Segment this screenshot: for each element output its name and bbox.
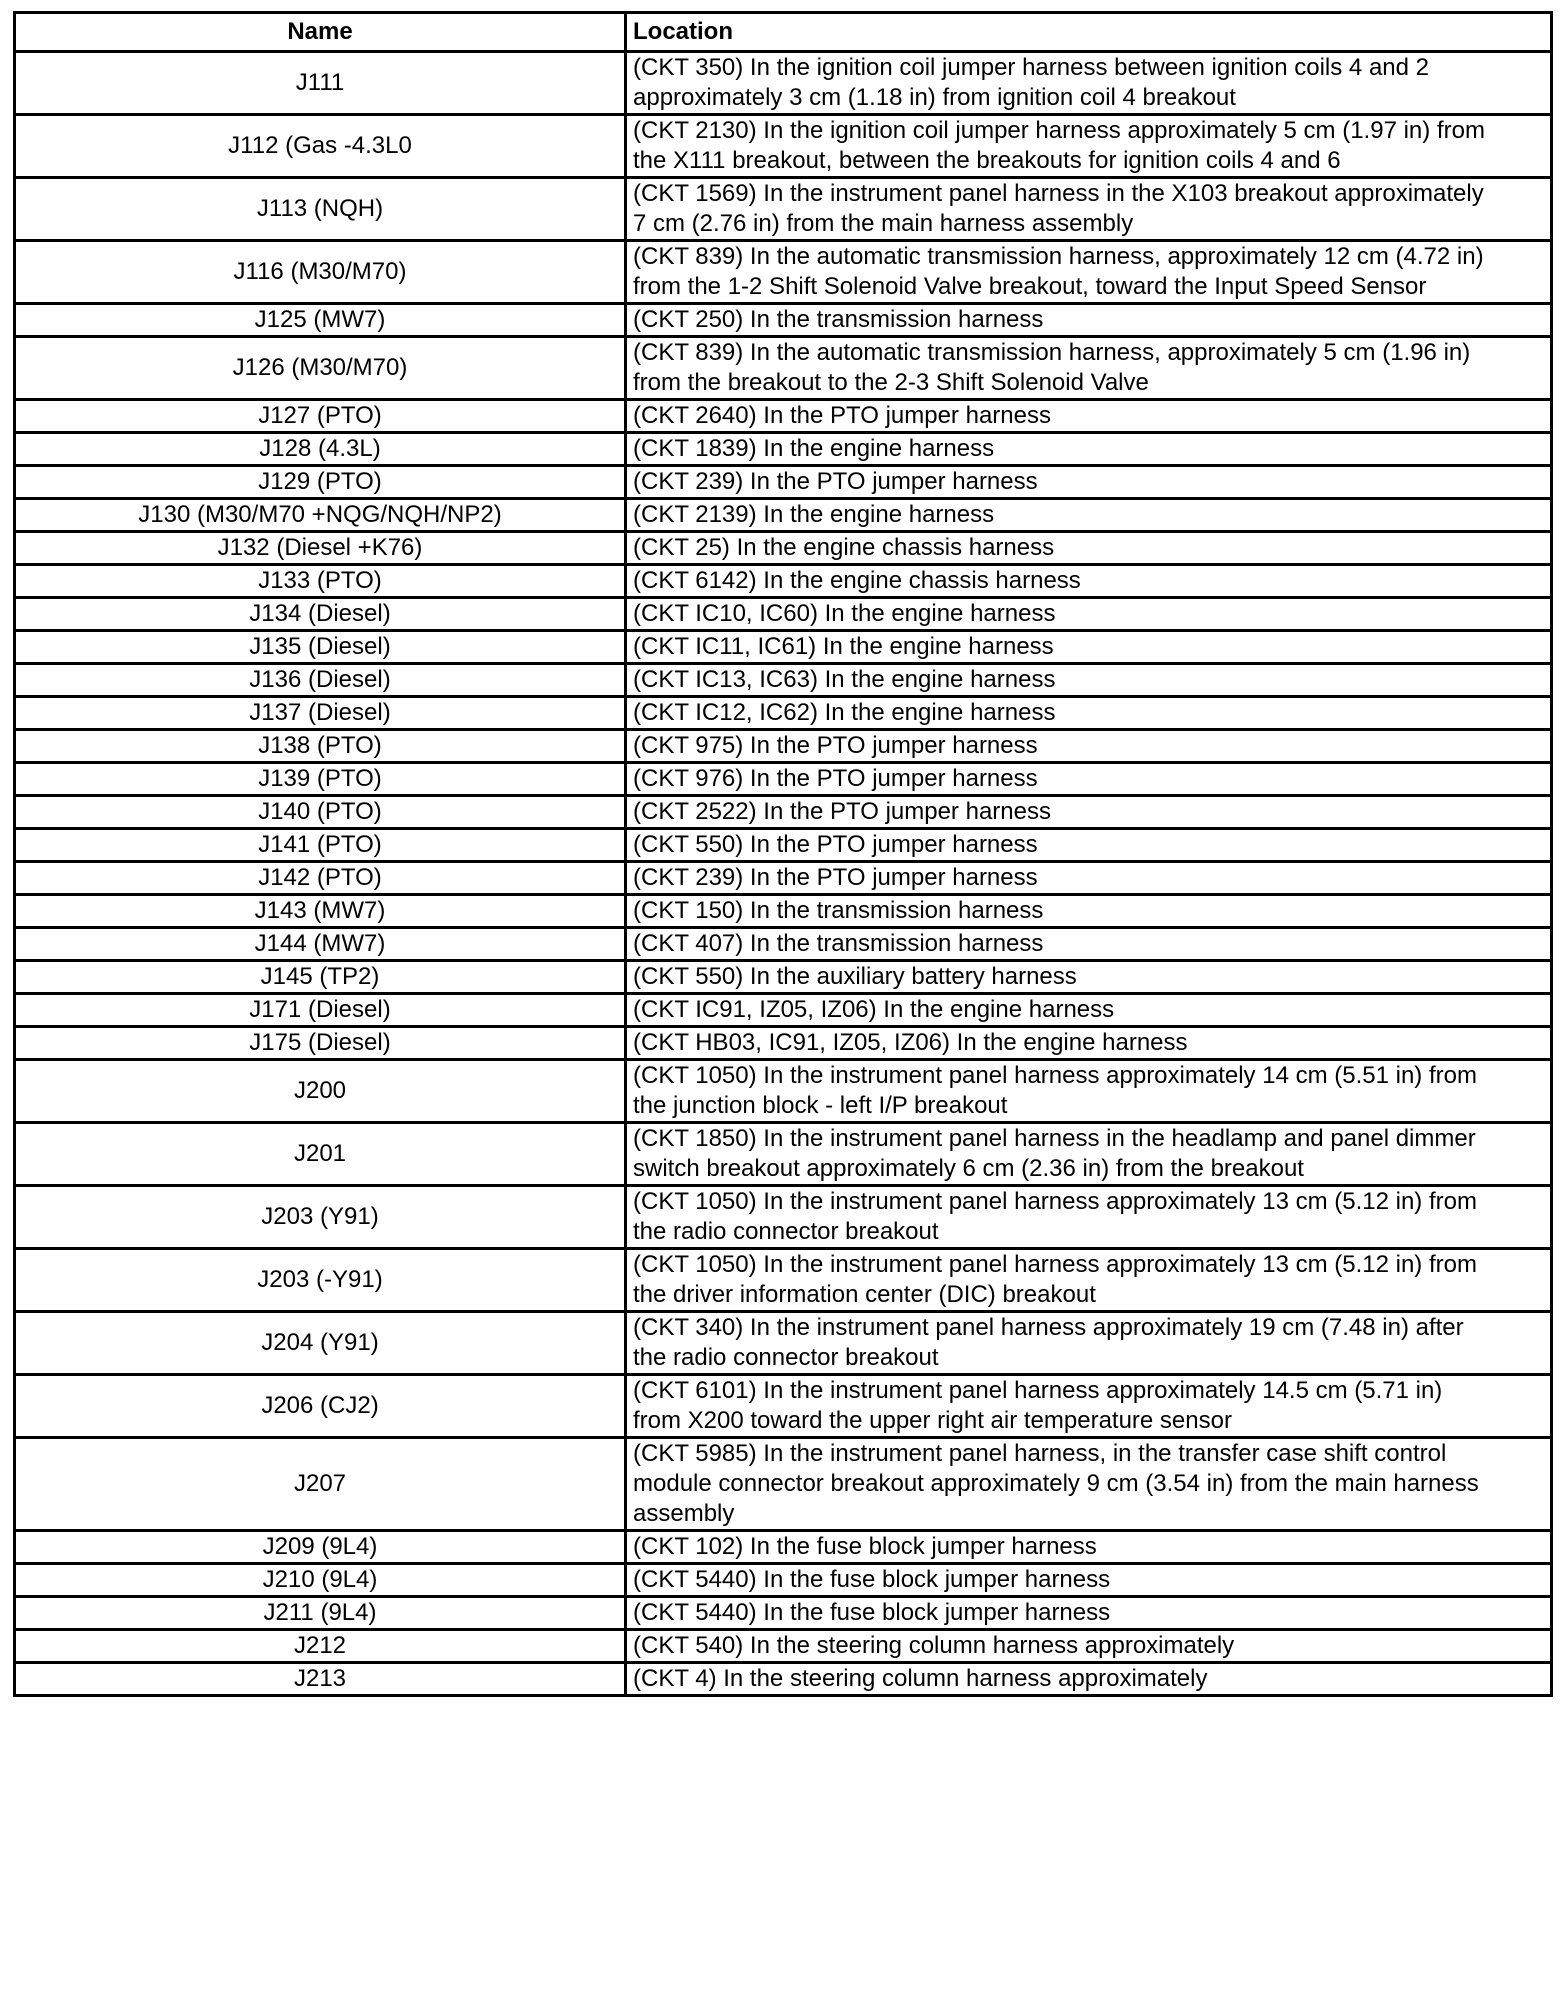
splice-location-cell: (CKT 5440) In the fuse block jumper harness	[626, 1564, 1552, 1597]
table-row	[15, 961, 1552, 994]
splice-location-cell: (CKT 25) In the engine chassis harness	[626, 532, 1552, 565]
column-header-location: Location	[626, 13, 1552, 52]
splice-name-cell: J144 (MW7)	[15, 928, 626, 961]
splice-location-cell: (CKT IC91, IZ05, IZ06) In the engine harness	[626, 994, 1552, 1027]
splice-location-cell: (CKT IC13, IC63) In the engine harness	[626, 664, 1552, 697]
splice-location-cell: (CKT HB03, IC91, IZ05, IZ06) In the engine harness	[626, 1027, 1552, 1060]
splice-location-cell: (CKT 975) In the PTO jumper harness	[626, 730, 1552, 763]
table-row	[15, 1060, 1552, 1123]
splice-location-cell: (CKT 2640) In the PTO jumper harness	[626, 400, 1552, 433]
splice-location-cell: (CKT 1050) In the instrument panel harness approximately 14 cm (5.51 in) from the junction block - left I/P breakout	[626, 1060, 1552, 1123]
table-row	[15, 241, 1552, 304]
splice-name-cell: J213	[15, 1663, 626, 1696]
splice-location-cell: (CKT IC11, IC61) In the engine harness	[626, 631, 1552, 664]
splice-location-cell: (CKT IC12, IC62) In the engine harness	[626, 697, 1552, 730]
splice-location-cell: (CKT 5440) In the fuse block jumper harness	[626, 1597, 1552, 1630]
splice-name-cell: J143 (MW7)	[15, 895, 626, 928]
splice-location-cell: (CKT 2522) In the PTO jumper harness	[626, 796, 1552, 829]
splice-name-cell: J139 (PTO)	[15, 763, 626, 796]
table-row	[15, 115, 1552, 178]
table-row	[15, 1186, 1552, 1249]
splice-name-cell: J135 (Diesel)	[15, 631, 626, 664]
splice-location-cell: (CKT 6142) In the engine chassis harness	[626, 565, 1552, 598]
splice-name-cell: J212	[15, 1630, 626, 1663]
splice-name-cell: J137 (Diesel)	[15, 697, 626, 730]
splice-location-cell: (CKT 1050) In the instrument panel harness approximately 13 cm (5.12 in) from the radio connector breakout	[626, 1186, 1552, 1249]
splice-name-cell: J142 (PTO)	[15, 862, 626, 895]
splice-name-cell: J130 (M30/M70 +NQG/NQH/NP2)	[15, 499, 626, 532]
splice-name-cell: J116 (M30/M70)	[15, 241, 626, 304]
splice-location-cell: (CKT 239) In the PTO jumper harness	[626, 466, 1552, 499]
splice-name-cell: J210 (9L4)	[15, 1564, 626, 1597]
splice-location-cell: (CKT 976) In the PTO jumper harness	[626, 763, 1552, 796]
table-row	[15, 304, 1552, 337]
splice-location-cell: (CKT 239) In the PTO jumper harness	[626, 862, 1552, 895]
splice-location-cell: (CKT 839) In the automatic transmission harness, approximately 5 cm (1.96 in) from the breakout to the 2-3 Shift Solenoid Valve	[626, 337, 1552, 400]
splice-name-cell: J141 (PTO)	[15, 829, 626, 862]
table-row	[15, 178, 1552, 241]
splice-name-cell: J140 (PTO)	[15, 796, 626, 829]
table-row	[15, 763, 1552, 796]
splice-name-cell: J112 (Gas -4.3L0	[15, 115, 626, 178]
splice-location-cell: (CKT 839) In the automatic transmission harness, approximately 12 cm (4.72 in) from the 1-2 Shift Solenoid Valve breakout, toward the Input Speed Sensor	[626, 241, 1552, 304]
table-row	[15, 466, 1552, 499]
table-row	[15, 1630, 1552, 1663]
table-row	[15, 994, 1552, 1027]
table-row	[15, 433, 1552, 466]
splice-location-cell: (CKT 550) In the auxiliary battery harness	[626, 961, 1552, 994]
table-row	[15, 697, 1552, 730]
splice-name-cell: J211 (9L4)	[15, 1597, 626, 1630]
splice-name-cell: J127 (PTO)	[15, 400, 626, 433]
splice-location-cell: (CKT 1050) In the instrument panel harness approximately 13 cm (5.12 in) from the driver information center (DIC) breakout	[626, 1249, 1552, 1312]
table-row	[15, 1597, 1552, 1630]
splice-name-cell: J203 (-Y91)	[15, 1249, 626, 1312]
table-row	[15, 631, 1552, 664]
splice-location-cell: (CKT 550) In the PTO jumper harness	[626, 829, 1552, 862]
splice-location-cell: (CKT 102) In the fuse block jumper harness	[626, 1531, 1552, 1564]
splice-name-cell: J129 (PTO)	[15, 466, 626, 499]
splice-name-cell: J209 (9L4)	[15, 1531, 626, 1564]
table-row	[15, 532, 1552, 565]
splice-location-cell: (CKT 540) In the steering column harness approximately	[626, 1630, 1552, 1663]
splice-name-cell: J126 (M30/M70)	[15, 337, 626, 400]
table-row	[15, 1438, 1552, 1531]
table-row	[15, 730, 1552, 763]
table-row	[15, 1249, 1552, 1312]
table-row	[15, 928, 1552, 961]
table-row	[15, 1027, 1552, 1060]
splice-location-cell: (CKT 4) In the steering column harness approximately	[626, 1663, 1552, 1696]
table-row	[15, 1663, 1552, 1696]
splice-name-cell: J136 (Diesel)	[15, 664, 626, 697]
splice-name-cell: J145 (TP2)	[15, 961, 626, 994]
splice-location-cell: (CKT 2139) In the engine harness	[626, 499, 1552, 532]
splice-location-cell: (CKT 340) In the instrument panel harness approximately 19 cm (7.48 in) after the radio connector breakout	[626, 1312, 1552, 1375]
splice-name-cell: J125 (MW7)	[15, 304, 626, 337]
table-row	[15, 862, 1552, 895]
table-row	[15, 1375, 1552, 1438]
splice-location-cell: (CKT IC10, IC60) In the engine harness	[626, 598, 1552, 631]
table-row	[15, 52, 1552, 115]
header-row	[15, 13, 1552, 52]
table-row	[15, 829, 1552, 862]
splice-location-cell: (CKT 1850) In the instrument panel harness in the headlamp and panel dimmer switch breakout approximately 6 cm (2.36 in) from the breakout	[626, 1123, 1552, 1186]
splice-name-cell: J204 (Y91)	[15, 1312, 626, 1375]
splice-name-cell: J111	[15, 52, 626, 115]
splice-location-cell: (CKT 6101) In the instrument panel harness approximately 14.5 cm (5.71 in) from X200 toward the upper right air temperature sensor	[626, 1375, 1552, 1438]
splice-name-cell: J128 (4.3L)	[15, 433, 626, 466]
splice-name-cell: J171 (Diesel)	[15, 994, 626, 1027]
splice-name-cell: J201	[15, 1123, 626, 1186]
splice-name-cell: J207	[15, 1438, 626, 1531]
splice-location-cell: (CKT 1569) In the instrument panel harness in the X103 breakout approximately 7 cm (2.76 in) from the main harness assembly	[626, 178, 1552, 241]
table-row	[15, 400, 1552, 433]
table-body	[15, 52, 1552, 1696]
splice-location-cell: (CKT 2130) In the ignition coil jumper harness approximately 5 cm (1.97 in) from the X111 breakout, between the breakouts for ignition coils 4 and 6	[626, 115, 1552, 178]
splice-location-table	[13, 11, 1553, 1697]
splice-name-cell: J175 (Diesel)	[15, 1027, 626, 1060]
table-row	[15, 499, 1552, 532]
splice-name-cell: J203 (Y91)	[15, 1186, 626, 1249]
splice-location-cell: (CKT 5985) In the instrument panel harness, in the transfer case shift control module connector breakout approximately 9 cm (3.54 in) from the main harness assembly	[626, 1438, 1552, 1531]
splice-name-cell: J134 (Diesel)	[15, 598, 626, 631]
splice-location-cell: (CKT 250) In the transmission harness	[626, 304, 1552, 337]
table-row	[15, 598, 1552, 631]
table-header	[15, 13, 1552, 52]
splice-location-cell: (CKT 350) In the ignition coil jumper harness between ignition coils 4 and 2 approximately 3 cm (1.18 in) from ignition coil 4 breakout	[626, 52, 1552, 115]
splice-name-cell: J113 (NQH)	[15, 178, 626, 241]
table-row	[15, 895, 1552, 928]
splice-name-cell: J132 (Diesel +K76)	[15, 532, 626, 565]
splice-location-cell: (CKT 407) In the transmission harness	[626, 928, 1552, 961]
splice-location-cell: (CKT 1839) In the engine harness	[626, 433, 1552, 466]
splice-name-cell: J133 (PTO)	[15, 565, 626, 598]
table-row	[15, 1123, 1552, 1186]
splice-name-cell: J200	[15, 1060, 626, 1123]
table-row	[15, 565, 1552, 598]
table-row	[15, 664, 1552, 697]
table-row	[15, 1312, 1552, 1375]
table-row	[15, 796, 1552, 829]
table-row	[15, 1564, 1552, 1597]
splice-name-cell: J206 (CJ2)	[15, 1375, 626, 1438]
splice-location-cell: (CKT 150) In the transmission harness	[626, 895, 1552, 928]
splice-name-cell: J138 (PTO)	[15, 730, 626, 763]
table-row	[15, 1531, 1552, 1564]
table-row	[15, 337, 1552, 400]
column-header-name: Name	[15, 13, 626, 52]
